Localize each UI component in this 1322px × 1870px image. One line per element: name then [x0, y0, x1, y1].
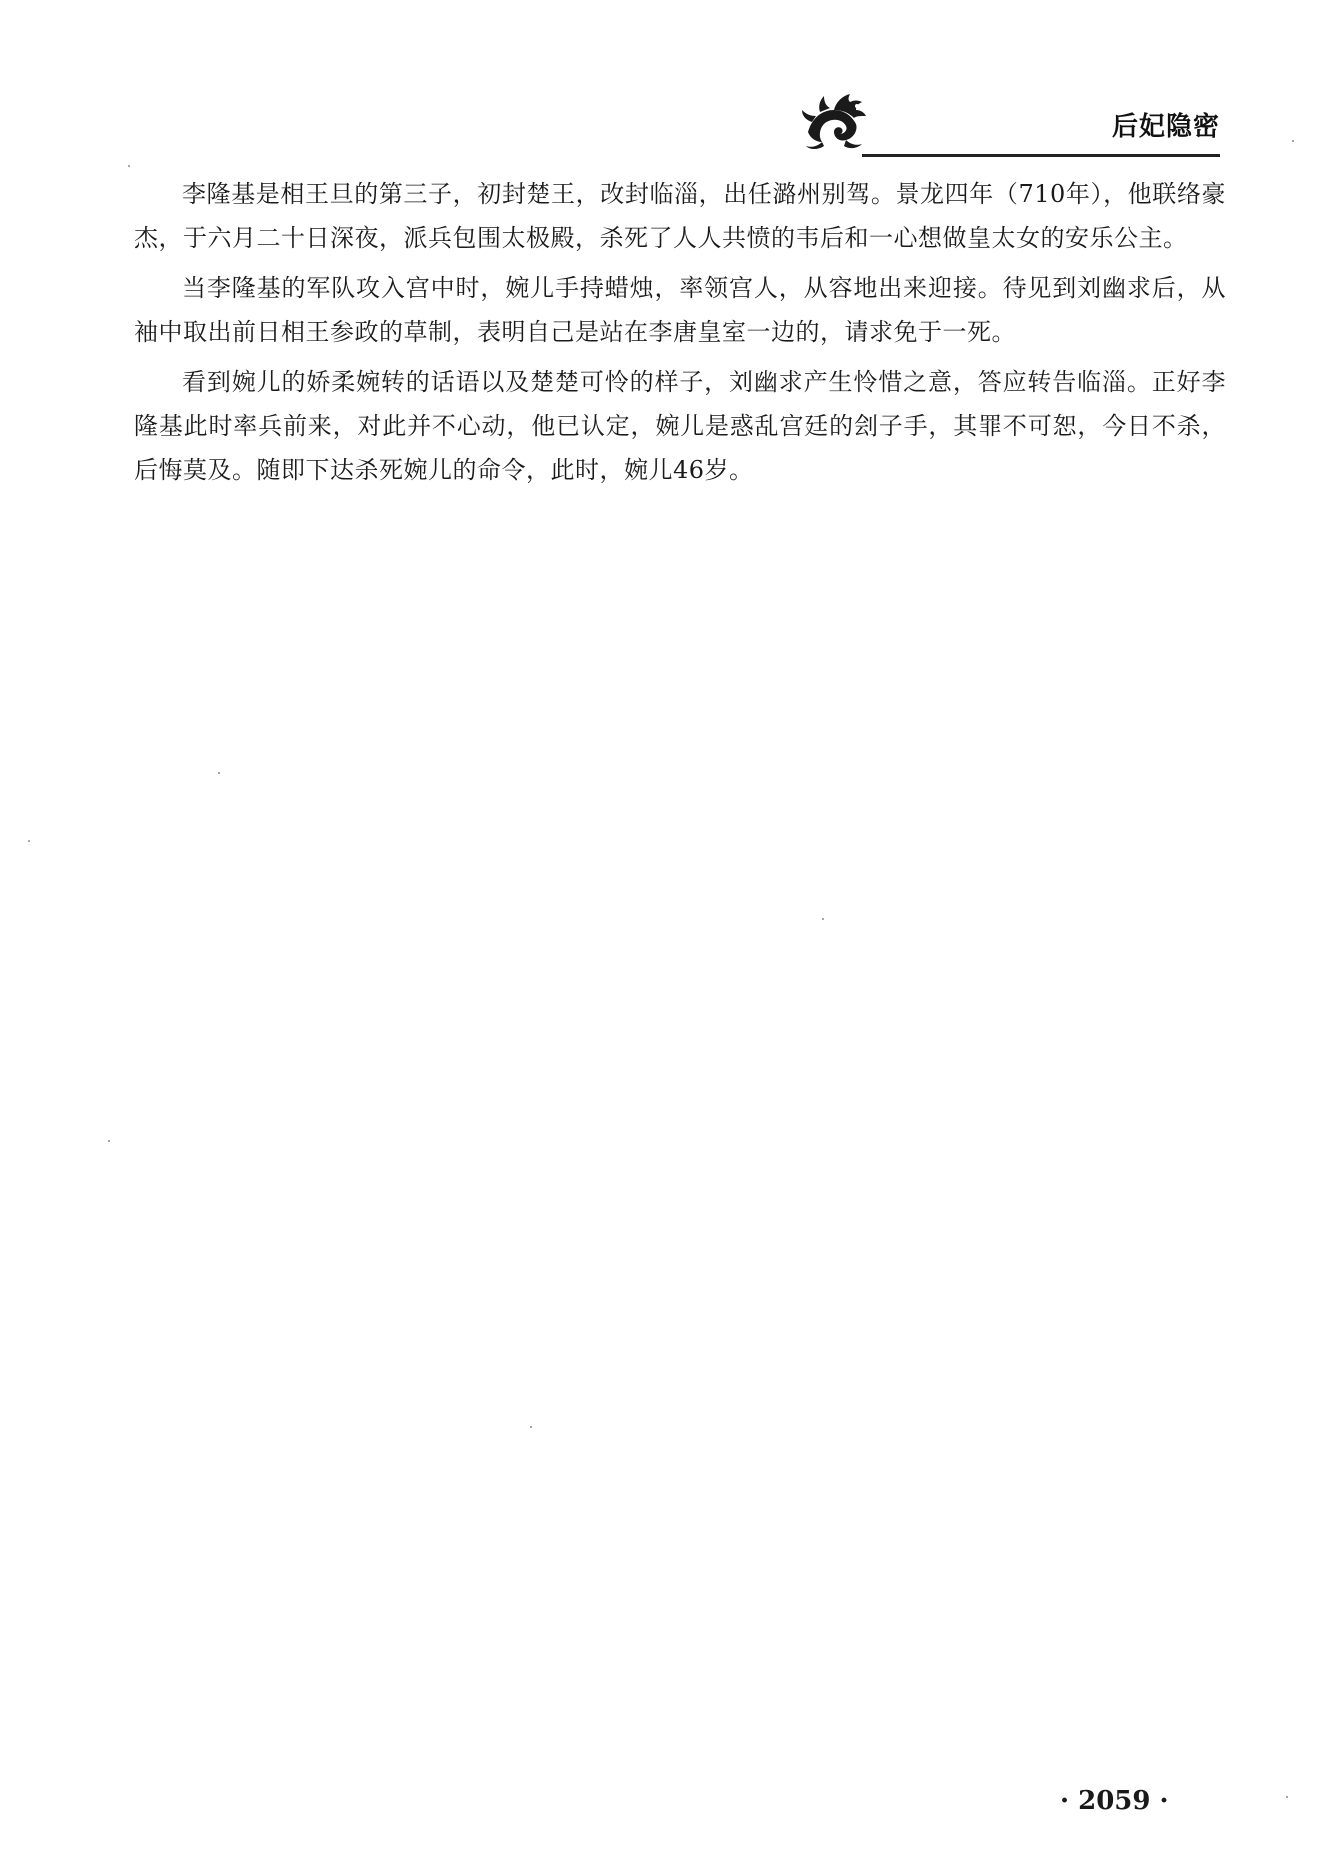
- scan-speck: [1286, 1796, 1288, 1798]
- scan-speck: [822, 918, 824, 920]
- scan-speck: [128, 165, 130, 167]
- header-title: 后妃隐密: [1111, 112, 1220, 142]
- scan-speck: [530, 1426, 532, 1428]
- scan-speck: [28, 840, 30, 842]
- dragon-icon: [800, 88, 870, 152]
- header-divider: [862, 154, 1220, 157]
- scan-speck: [1292, 140, 1294, 142]
- page-number: · 2059 ·: [1060, 1786, 1169, 1816]
- body-text: [134, 172, 1226, 498]
- paragraph-3: 看到婉儿的娇柔婉转的话语以及楚楚可怜的样子，刘幽求产生怜惜之意，答应转告临淄。正好李隆基此时率兵前来，对此并不心动，他已认定，婉儿是惑乱宫廷的刽子手，其罪不可恕，今日不杀，后悔莫及。随即下达杀死婉儿的命令，此时，婉儿46岁。: [134, 368, 1226, 484]
- running-header: [800, 84, 1220, 164]
- paragraph-2: 当李隆基的军队攻入宫中时，婉儿手持蜡烛，率领宫人，从容地出来迎接。待见到刘幽求后，从袖中取出前日相王参政的草制，表明自己是站在李唐皇室一边的，请求免于一死。: [134, 274, 1226, 346]
- scan-speck: [108, 1140, 110, 1142]
- scan-speck: [218, 772, 220, 774]
- paragraph-1: 李隆基是相王旦的第三子，初封楚王，改封临淄，出任潞州别驾。景龙四年（710年），他联络豪杰，于六月二十日深夜，派兵包围太极殿，杀死了人人共愤的韦后和一心想做皇太女的安乐公主。: [134, 180, 1226, 252]
